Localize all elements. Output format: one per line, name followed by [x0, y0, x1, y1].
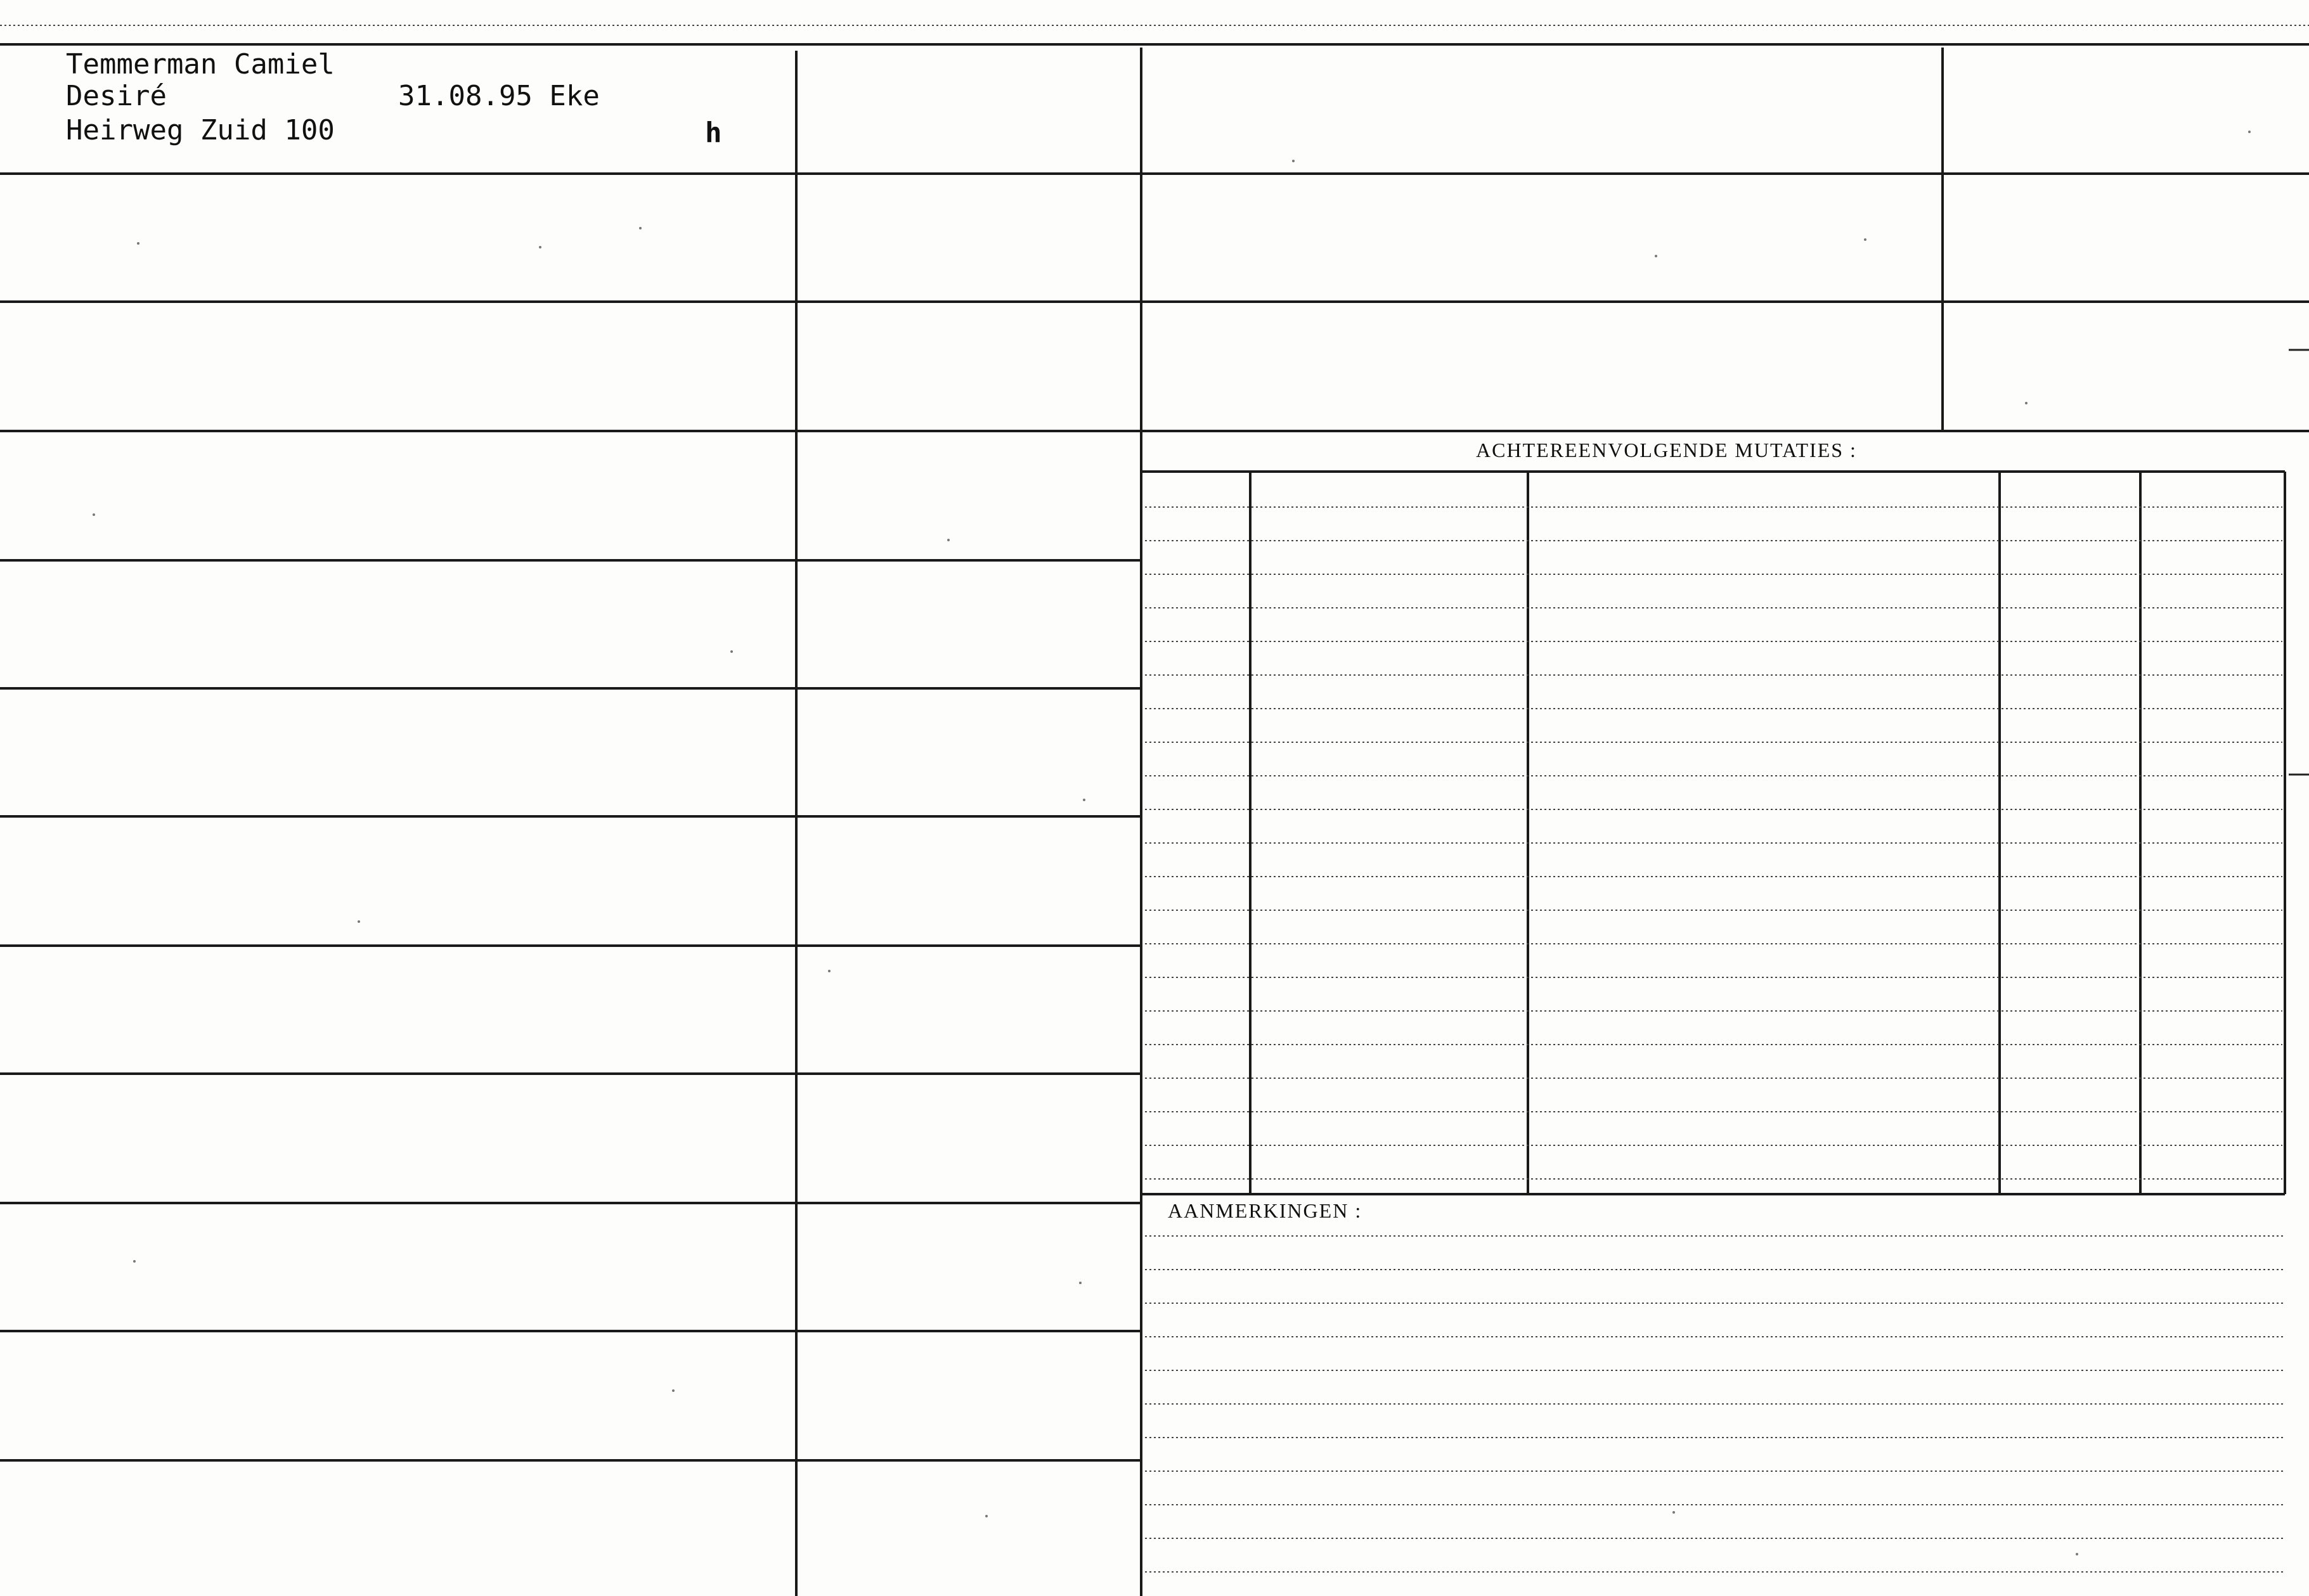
left-row-lines	[0, 174, 1141, 1460]
remarks-heading: AANMERKINGEN :	[1168, 1199, 1362, 1222]
top-scan-noise	[0, 25, 2309, 44]
name-line: Temmerman Camiel	[66, 48, 335, 80]
mutations-heading: ACHTEREENVOLGENDE MUTATIES :	[1476, 439, 1857, 461]
right-top-row-lines	[1141, 174, 2309, 431]
first-name: Desiré	[66, 80, 167, 112]
birth-info: 31.08.95 Eke	[398, 80, 600, 112]
remarks-lines	[1145, 1236, 2285, 1572]
mark: h	[705, 117, 722, 149]
address: Heirweg Zuid 100	[66, 114, 335, 146]
mutations-table	[1141, 472, 2285, 1194]
